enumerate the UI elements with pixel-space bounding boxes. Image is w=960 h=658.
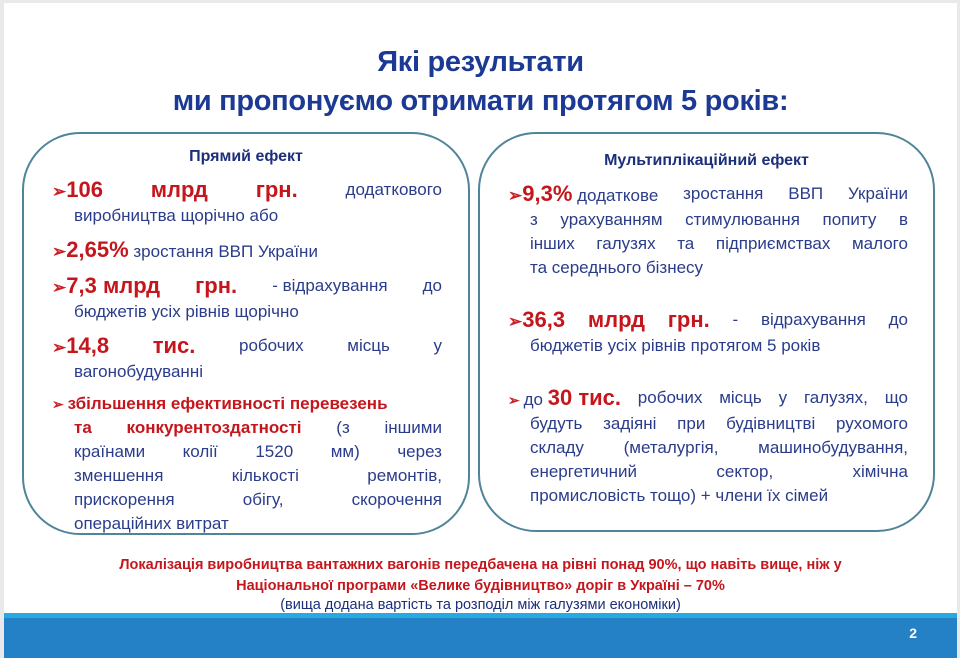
localization-note-line-1: Локалізація виробництва вантажних вагонів передбачена на рівні понад 90%, що навіть вище, ніж у (119, 557, 842, 573)
arrowhead-bullet-icon: ➢ (52, 242, 67, 261)
localization-subnote: (вища додана вартість та розподіл між галузями економіки) (280, 597, 681, 613)
multiplier-item-2: ➢36,3 млрд грн. - відрахування до бюджетів усіх рівнів протягом 5 років (508, 307, 908, 355)
direct-item-3: ➢7,3 млрд грн. - відрахування до бюджетів усіх рівнів щорічно (52, 273, 442, 321)
direct-effect-heading: Прямий ефект (189, 148, 303, 165)
slide (4, 3, 957, 658)
multiplier-effect-box (478, 132, 935, 532)
direct-item-4: ➢14,8 тис. робочих місць у вагонобудуванні (52, 333, 442, 381)
direct-item-1: ➢106 млрд грн. додаткового виробництва щорічно або (52, 177, 442, 225)
page-number: 2 (909, 625, 917, 641)
title-line-1: Які результати (377, 46, 584, 78)
arrowhead-bullet-icon: ➢ (52, 182, 67, 201)
multiplier-item-1: ➢9,3% додаткове зростання ВВП України з урахуванням стимулювання попиту в інших галузях та підприємствах малого та середнього бізнесу (508, 181, 908, 277)
localization-note-line-2: Національної програми «Велике будівництво» доріг в Україні – 70% (236, 578, 725, 594)
arrowhead-bullet-icon: ➢ (508, 392, 524, 408)
arrowhead-bullet-icon: ➢ (52, 396, 68, 412)
arrowhead-bullet-icon: ➢ (52, 278, 67, 297)
arrowhead-bullet-icon: ➢ (508, 186, 523, 205)
footer-band (4, 618, 957, 658)
direct-effect-box (22, 132, 470, 535)
multiplier-item-3: ➢ до 30 тис. робочих місць у галузях, що будуть задіяні при будівництві рухомого складу (металургія, машинобудування, енергетичний сектор, хімічна промисловість тощо) + члени їх сімей (508, 385, 908, 505)
multiplier-effect-heading: Мультиплікаційний ефект (604, 152, 809, 169)
title-line-2: ми пропонуємо отримати протягом 5 років: (172, 85, 789, 117)
arrowhead-bullet-icon: ➢ (508, 312, 523, 331)
direct-item-5: ➢ збільшення ефективності перевезень та конкурентоздатності (з іншими країнами колії 1520 мм) через зменшення кількості ремонтів, прискорення обігу, скорочення операційних витрат (52, 394, 442, 533)
arrowhead-bullet-icon: ➢ (52, 338, 67, 357)
slide-title (4, 43, 957, 121)
localization-note (4, 555, 957, 597)
direct-item-2: ➢2,65% зростання ВВП України (52, 237, 318, 262)
